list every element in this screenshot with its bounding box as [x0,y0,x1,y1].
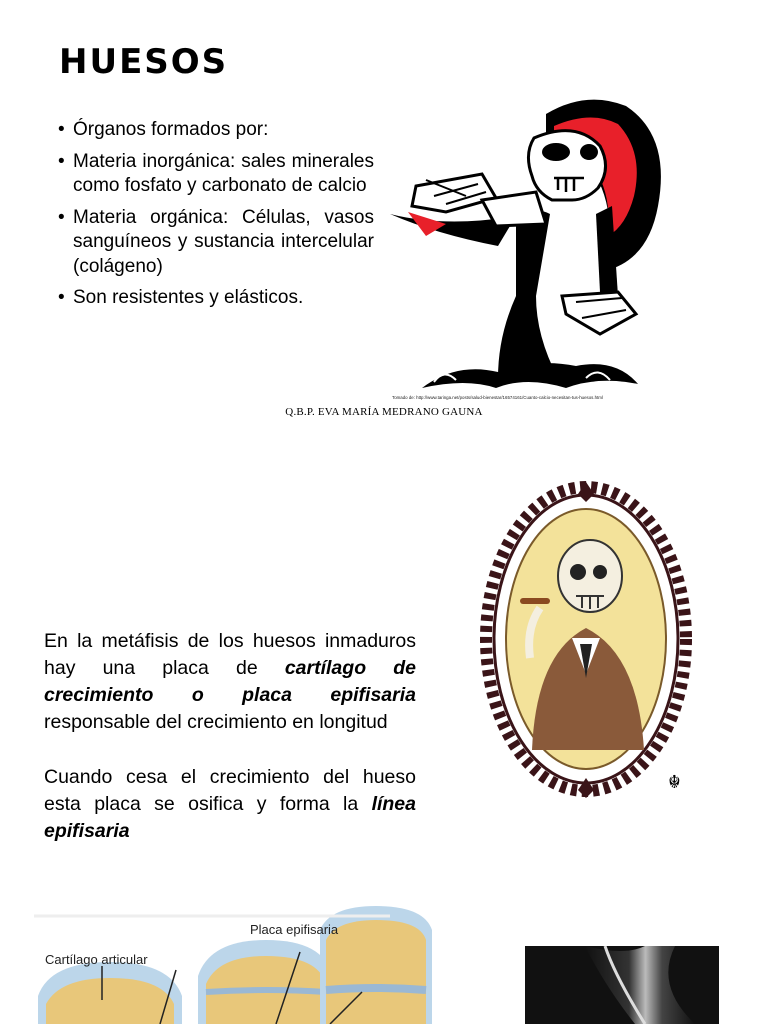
emphasis-growth-plate: cartílago de crecimiento o placa epifisaria [44,657,416,706]
paragraph-growth-plate: En la metáfisis de los huesos inmaduros hay una placa de cartílago de crecimiento o placa epifisaria responsable del crecimiento en longitud [44,630,416,733]
emphasis-epiphyseal-line: línea epifisaria [44,793,416,842]
image-credit: Tomado de: http://www.taringa.net/posts/salud-bienestar/16574161/Cuanto-calcio-necesitan-tus-huesos.html [392,395,603,400]
signature-mark: ☬ [668,772,681,793]
page-title: HUESOS [59,42,229,82]
list-item: • Son resistentes y elásticos. [58,286,374,311]
label-cartilago-articular: Cartílago articular [45,952,148,967]
author-footer: Q.B.P. EVA MARÍA MEDRANO GAUNA [285,406,483,418]
bullet-list [58,118,374,318]
paragraph-epiphyseal-line: Cuando cesa el crecimiento del hueso esta placa se osifica y forma la línea epifisaria [44,766,416,842]
grim-reaper-illustration [386,96,672,396]
list-item: • Materia inorgánica: sales minerales como fosfato y carbonato de calcio [58,150,374,199]
xray-image [525,946,719,1024]
list-item: • Materia orgánica: Células, vasos sanguíneos y sustancia intercelular (colágeno) [58,206,374,280]
list-item: • Órganos formados por: [58,118,374,143]
label-placa-epifisaria: Placa epifisaria [250,922,339,937]
skeleton-portrait-illustration [480,478,692,800]
